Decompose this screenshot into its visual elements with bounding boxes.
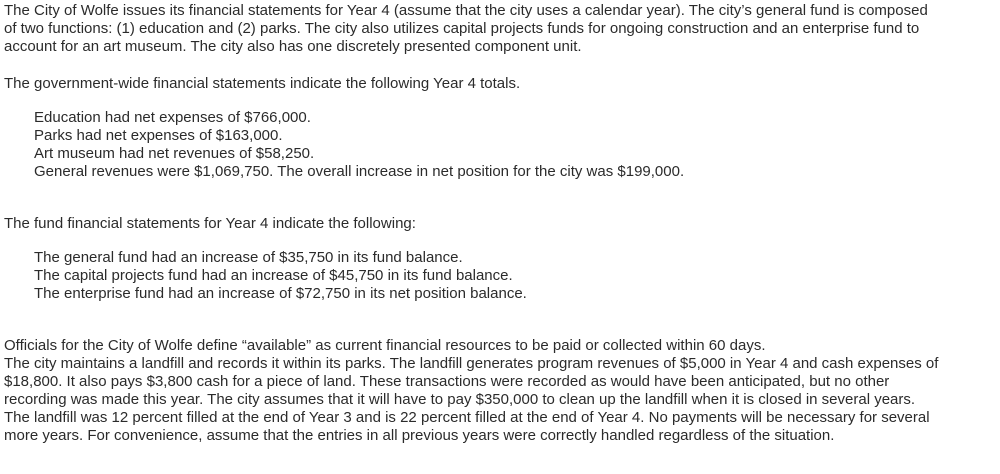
list-item-education: Education had net expenses of $766,000. (34, 109, 311, 126)
landfill-paragraph: The city maintains a landfill and records it within its parks. The landfill generates program revenues of $5,000 in Year 4 and cash expenses of $18,800. It also pays $3,800 cash for a piece of land. These transactions were recorded as would have been anticipated, but no other recording was made this year. The city assumes that it will have to pay $350,000 to clean up the landfill when it is closed in several years. The landfill was 12 percent filled at the end of Year 3 and is 22 percent filled at the end of Year 4. No payments will be necessary for several more years. For convenience, assume that the entries in all previous years were correctly handled regardless of the situation. (4, 355, 939, 444)
government-wide-heading: The government-wide financial statements indicate the following Year 4 totals. (4, 75, 521, 92)
list-item-general-revenues: General revenues were $1,069,750. The overall increase in net position for the city was $199,000. (34, 163, 685, 180)
problem-text (4, 2, 944, 445)
list-item-art-museum: Art museum had net revenues of $58,250. (34, 145, 315, 162)
list-item-enterprise-fund: The enterprise fund had an increase of $72,750 in its net position balance. (34, 285, 527, 302)
available-definition-paragraph: Officials for the City of Wolfe define “available” as current financial resources to be paid or collected within 60 days. (4, 337, 766, 354)
list-item-parks: Parks had net expenses of $163,000. (34, 127, 283, 144)
fund-statements-list (34, 249, 944, 303)
list-item-general-fund: The general fund had an increase of $35,750 in its fund balance. (34, 249, 463, 266)
fund-statements-heading: The fund financial statements for Year 4 indicate the following: (4, 215, 416, 232)
list-item-capital-projects-fund: The capital projects fund had an increase of $45,750 in its fund balance. (34, 267, 513, 284)
government-wide-list (34, 109, 944, 181)
intro-paragraph: The City of Wolfe issues its financial statements for Year 4 (assume that the city uses a calendar year). The city’s general fund is composed of two functions: (1) education and (2) parks. The city also utilizes capital projects funds for ongoing construction and an enterprise fund to account for an art museum. The city also has one discretely presented component unit. (4, 2, 928, 55)
